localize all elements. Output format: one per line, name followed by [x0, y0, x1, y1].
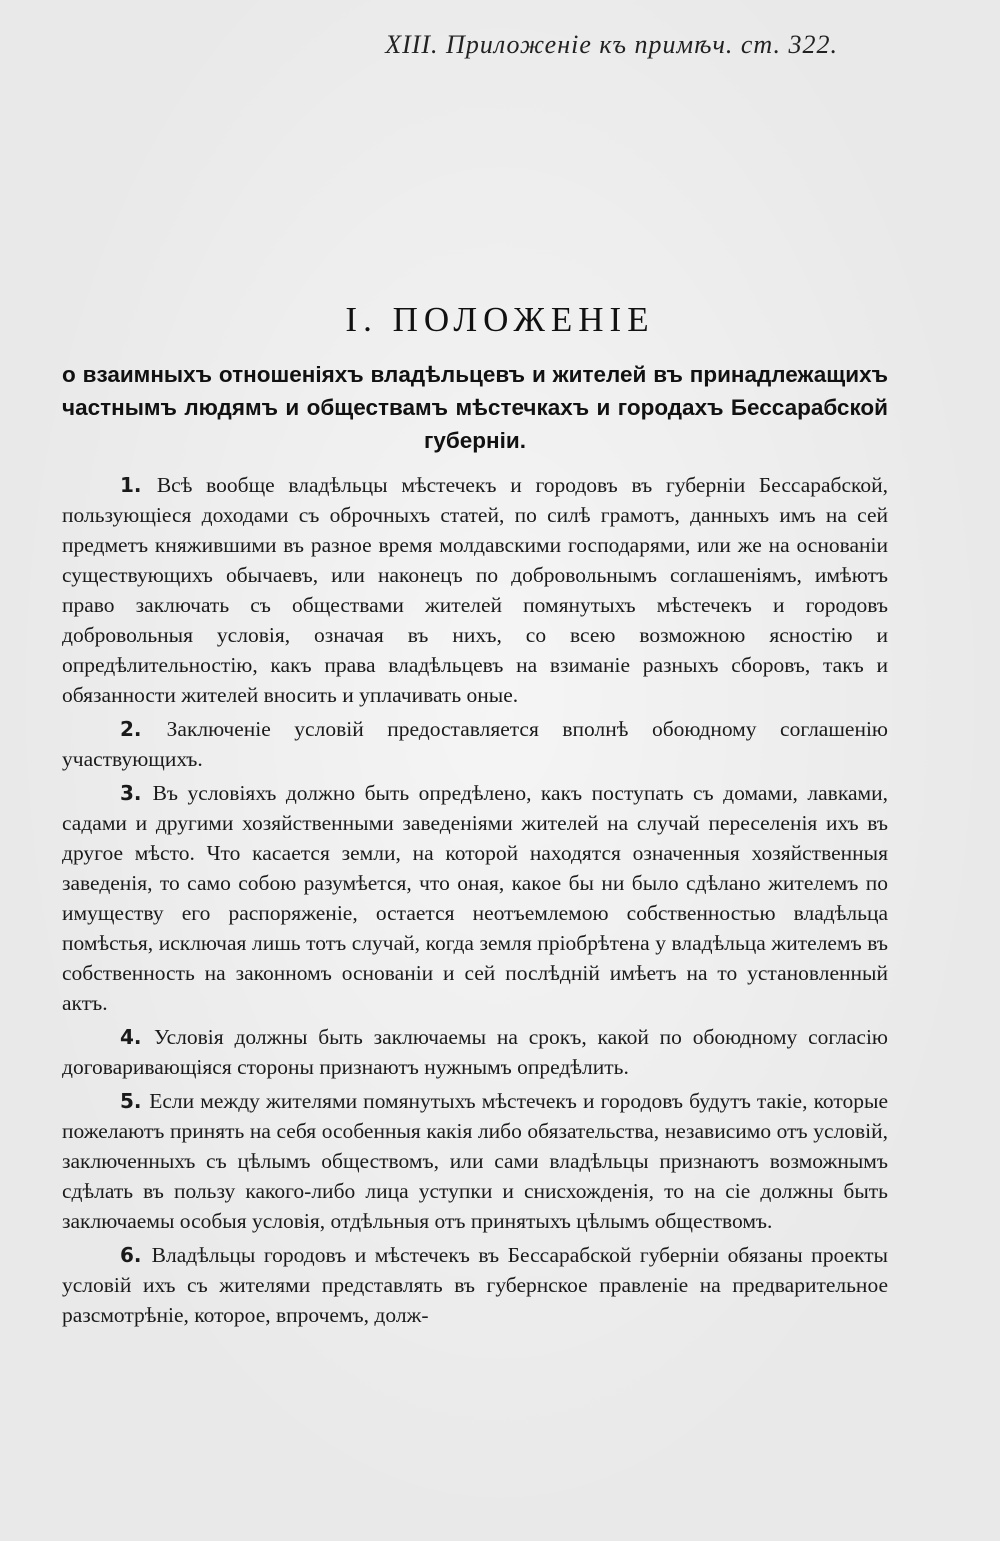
article-text: Въ условiяхъ должно быть опредѣлено, какъ поступать съ домами, лавками, садами и другими хозяйственными заведенiями жителей на случай переселенiя ихъ въ другое мѣсто. Что касается земли, на которой находятся означенныя хозяйственныя заведенiя, то само собою разумѣется, что оная, какое бы ни было сдѣлано жителемъ по имуществу его распоряженiе, остается неотъемлемою собственностью владѣльца помѣстья, исключая лишь тотъ случай, когда земля прiобрѣтена у владѣльца жителемъ въ собственность на законномъ основанiи и сей послѣднiй имѣетъ на то установленный актъ. — [62, 781, 888, 1015]
articles-list — [62, 470, 888, 1334]
article-text: Владѣльцы городовъ и мѣстечекъ въ Бессарабской губернiи обязаны проекты условiй ихъ съ жителями представлять въ губернское правленiе на предварительное разсмотрѣнiе, которое, впрочемъ, долж- — [62, 1243, 888, 1327]
article-6: 6. Владѣльцы городовъ и мѣстечекъ въ Бессарабской губернiи обязаны проекты условiй ихъ съ жителями представлять въ губернское правленiе на предварительное разсмотрѣнiе, которое, впрочемъ, долж- — [62, 1243, 888, 1327]
document-title: I. ПОЛОЖЕНIЕ — [345, 300, 655, 339]
article-2: 2. Заключенiе условiй предоставляется вполнѣ обоюдному соглашенiю участвующихъ. — [62, 717, 888, 771]
article-text: Всѣ вообще владѣльцы мѣстечекъ и городовъ въ губернiи Бессарабской, пользующiеся доходами съ оброчныхъ статей, по силѣ грамотъ, данныхъ имъ на сей предметъ княжившими въ разное время молдавскими господарями, или же на основанiи существующихъ обычаевъ, или наконецъ по добровольнымъ соглашенiямъ, имѣютъ право заключать съ обществами жителей помянутыхъ мѣстечекъ и городовъ добровольныя условiя, означая въ нихъ, со всею возможною ясностiю и опредѣлительностiю, какъ права владѣльцевъ на взиманiе разныхъ сборовъ, такъ и обязанности жителей вносить и уплачивать оные. — [62, 473, 888, 707]
article-3: 3. Въ условiяхъ должно быть опредѣлено, какъ поступать съ домами, лавками, садами и другими хозяйственными заведенiями жителей на случай переселенiя ихъ въ другое мѣсто. Что касается земли, на которой находятся означенныя хозяйственныя заведенiя, то само собою разумѣется, что оная, какое бы ни было сдѣлано жителемъ по имуществу его распоряженiе, остается неотъемлемою собственностью владѣльца помѣстья, исключая лишь тотъ случай, когда земля прiобрѣтена у владѣльца жителемъ въ собственность на законномъ основанiи и сей послѣднiй имѣетъ на то установленный актъ. — [62, 781, 888, 1015]
running-head: XIII. Приложенiе къ примѣч. ст. 322. — [385, 30, 838, 59]
article-text: Заключенiе условiй предоставляется вполнѣ обоюдному соглашенiю участвующихъ. — [62, 717, 888, 771]
article-number: 6 — [120, 1243, 134, 1267]
article-text: Условiя должны быть заключаемы на срокъ, какой по обоюдному согласiю договаривающiяся стороны признаютъ нужнымъ опредѣлить. — [62, 1025, 888, 1079]
article-number: 3 — [120, 781, 134, 805]
article-number: 2 — [120, 717, 134, 741]
article-4: 4. Условiя должны быть заключаемы на срокъ, какой по обоюдному согласiю договаривающiяся стороны признаютъ нужнымъ опредѣлить. — [62, 1025, 888, 1079]
article-number: 1 — [120, 473, 134, 497]
article-number: 4 — [120, 1025, 134, 1049]
article-number: 5 — [120, 1089, 134, 1113]
article-1: 1. Всѣ вообще владѣльцы мѣстечекъ и городовъ въ губернiи Бессарабской, пользующiеся доходами съ оброчныхъ статей, по силѣ грамотъ, данныхъ имъ на сей предметъ княжившими въ разное время молдавскими господарями, или же на основанiи существующихъ обычаевъ, или наконецъ по добровольнымъ соглашенiямъ, имѣютъ право заключать съ обществами жителей помянутыхъ мѣстечекъ и городовъ добровольныя условiя, означая въ нихъ, со всею возможною ясностiю и опредѣлительностiю, какъ права владѣльцевъ на взиманiе разныхъ сборовъ, такъ и обязанности жителей вносить и уплачивать оные. — [62, 473, 888, 707]
article-text: Если между жителями помянутыхъ мѣстечекъ и городовъ будутъ такiе, которые пожелаютъ принять на себя особенныя какiя либо обязательства, независимо отъ условiй, заключенныхъ съ цѣлымъ обществомъ, или сами владѣльцы признаютъ возможнымъ сдѣлать въ пользу какого-либо лица уступки и снисхожденiя, то на сiе должны быть заключаемы особыя условiя, отдѣльныя отъ принятыхъ цѣлымъ обществомъ. — [62, 1089, 888, 1233]
document-subtitle: о взаимныхъ отношенiяхъ владѣльцевъ и жителей въ принадлежащихъ частнымъ людямъ и обществамъ мѣстечкахъ и городахъ Бессарабской губернiи. — [62, 362, 888, 453]
article-5: 5. Если между жителями помянутыхъ мѣстечекъ и городовъ будутъ такiе, которые пожелаютъ принять на себя особенныя какiя либо обязательства, независимо отъ условiй, заключенныхъ съ цѣлымъ обществомъ, или сами владѣльцы признаютъ возможнымъ сдѣлать въ пользу какого-либо лица уступки и снисхожденiя, то на сiе должны быть заключаемы особыя условiя, отдѣльныя отъ принятыхъ цѣлымъ обществомъ. — [62, 1089, 888, 1233]
